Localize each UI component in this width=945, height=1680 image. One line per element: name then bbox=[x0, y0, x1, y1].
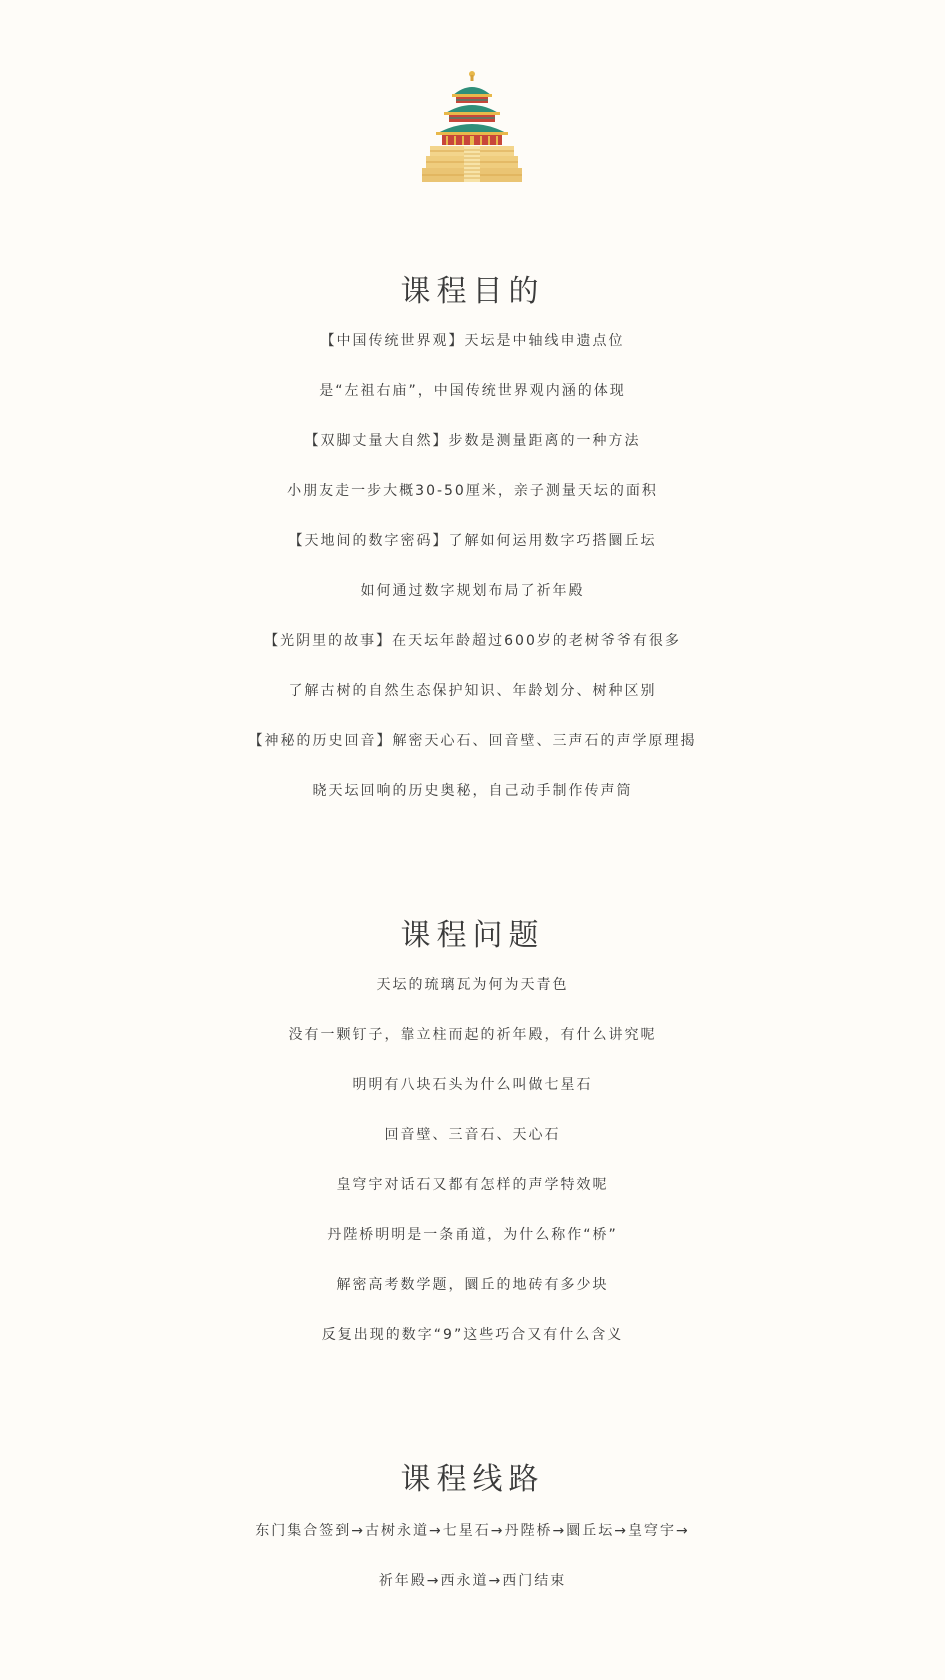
question-line: 皇穹宇对话石又都有怎样的声学特效呢 bbox=[336, 1177, 609, 1193]
question-line: 没有一颗钉子，靠立柱而起的祈年殿，有什么讲究呢 bbox=[288, 1027, 657, 1043]
question-line: 解密高考数学题，圜丘的地砖有多少块 bbox=[336, 1277, 609, 1293]
purpose-line: 【双脚丈量大自然】步数是测量距离的一种方法 bbox=[304, 433, 641, 449]
section-title-purpose: 课程目的 bbox=[400, 274, 545, 309]
purpose-line: 【天地间的数字密码】了解如何运用数字巧搭圜丘坛 bbox=[288, 533, 657, 549]
section-title-route: 课程线路 bbox=[400, 1462, 545, 1497]
purpose-line: 【中国传统世界观】天坛是中轴线申遗点位 bbox=[320, 333, 625, 349]
course-route-section bbox=[0, 1460, 945, 1606]
purpose-line: 晓天坛回响的历史奥秘，自己动手制作传声筒 bbox=[312, 783, 633, 799]
question-line: 明明有八块石头为什么叫做七星石 bbox=[352, 1077, 593, 1093]
question-line: 天坛的琉璃瓦为何为天青色 bbox=[376, 977, 569, 993]
purpose-line: 【光阴里的故事】在天坛年龄超过600岁的老树爷爷有很多 bbox=[264, 633, 681, 649]
question-line: 回音壁、三音石、天心石 bbox=[384, 1127, 561, 1143]
purpose-line: 是“左祖右庙”，中国传统世界观内涵的体现 bbox=[319, 383, 626, 399]
purpose-line: 【神秘的历史回音】解密天心石、回音壁、三声石的声学原理揭 bbox=[248, 733, 697, 749]
route-line: 祈年殿→西永道→西门结束 bbox=[378, 1573, 567, 1589]
section-title-questions: 课程问题 bbox=[400, 918, 545, 953]
question-line: 反复出现的数字“9”这些巧合又有什么含义 bbox=[321, 1327, 624, 1343]
route-line: 东门集合签到→古树永道→七星石→丹陛桥→圜丘坛→皇穹宇→ bbox=[255, 1523, 690, 1539]
question-line: 丹陛桥明明是一条甬道，为什么称作“桥” bbox=[327, 1227, 618, 1243]
purpose-line: 了解古树的自然生态保护知识、年龄划分、树种区别 bbox=[288, 683, 657, 699]
temple-of-heaven-icon bbox=[422, 70, 522, 186]
course-questions-section bbox=[0, 916, 945, 1360]
purpose-line: 小朋友走一步大概30-50厘米，亲子测量天坛的面积 bbox=[287, 483, 658, 499]
course-purpose-section bbox=[0, 272, 945, 816]
purpose-line: 如何通过数字规划布局了祈年殿 bbox=[360, 583, 585, 599]
